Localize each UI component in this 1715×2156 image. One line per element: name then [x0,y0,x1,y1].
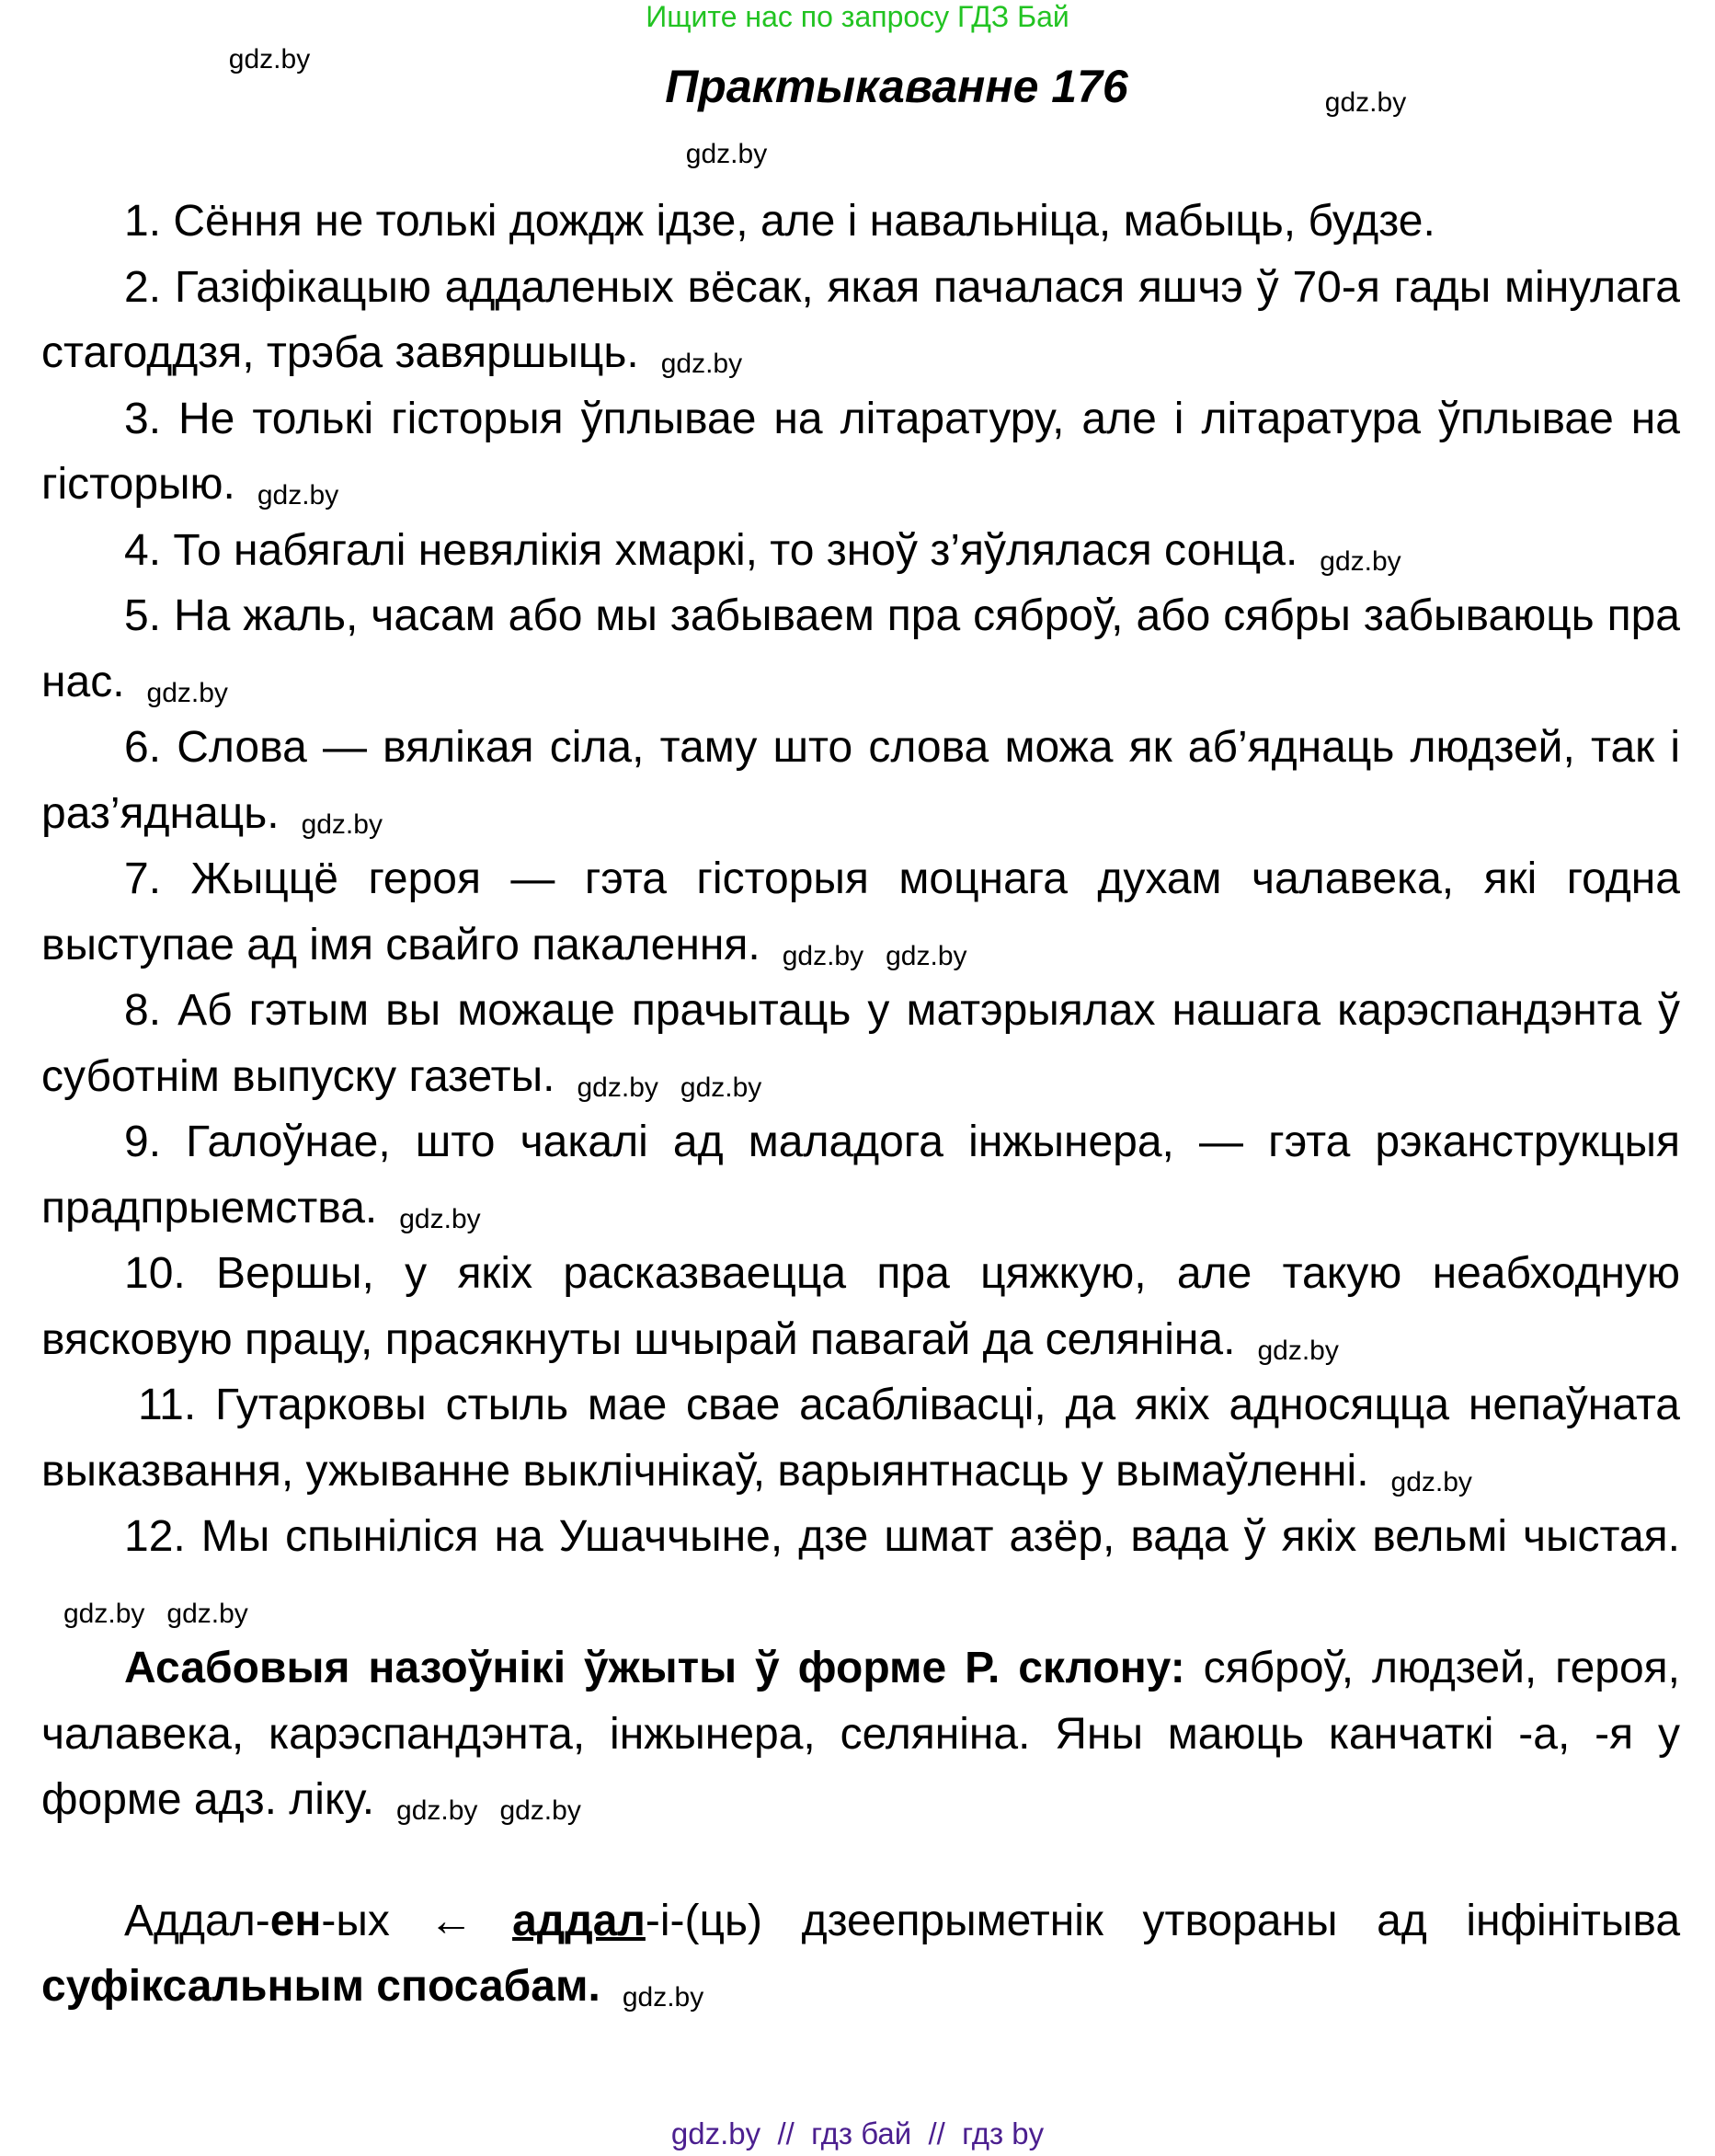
watermark: gdz.by [257,480,339,510]
watermark: gdz.by [499,1795,581,1826]
sentence [41,1372,1680,1504]
watermark: gdz.by [228,44,311,75]
watermark: gdz.by [63,1598,145,1629]
watermark: gdz.by [782,940,864,971]
exercise-content [41,189,1680,2020]
watermark: gdz.by [622,1982,704,2013]
sentence-text: 1. Сёння не толькі дождж ідзе, але і навальніца, мабыць, будзе. [124,197,1435,246]
watermark: gdz.by [399,1203,481,1234]
watermark: gdz.by [1324,87,1407,118]
root-word: аддал [512,1896,646,1945]
watermark: gdz.by [396,1795,478,1826]
sentence-text: 12. Мы спыніліся на Ушаччыне, дзе шмат азёр, вада ў якіх вельмі чыстая. [124,1512,1680,1561]
watermark: gdz.by [886,940,967,971]
sentence-text: 4. То набягалі невялікія хмаркі, то зноў з’яўлялася сонца. [124,525,1298,575]
summary-text: сяброў, людзей, героя, чалавека, карэспандэнта, інжынера, селяніна. Яны маюць канчаткі -а, -я у форме адз. ліку. [41,1644,1680,1824]
sentence [41,978,1680,1109]
suffix: ен [269,1896,322,1945]
watermark: gdz.by [1390,1466,1472,1497]
sentence [41,255,1680,386]
page-title: Практыкаванне 176 [665,61,1128,112]
sentence [41,1504,1680,1635]
summary-heading: Асабовыя назоўнікі ўжыты ў форме Р. склону: [124,1644,1185,1692]
watermark: gdz.by [685,139,768,169]
sentence-text: 11. Гутарковы стыль мае свае асаблівасці, да якіх адносяцца непаўната выказвання, ужыванне выклічнікаў, варыянтнасць у вымаўленні. [41,1381,1680,1496]
formation-method: суфіксальным спосабам. [41,1962,600,2011]
sentence-text: 3. Не толькі гісторыя ўплывае на літаратуру, але і літаратура ўплывае на гісторыю. [41,394,1680,509]
watermark: gdz.by [146,677,228,708]
sentence [41,1241,1680,1372]
sentence [41,583,1680,715]
sentence [41,715,1680,846]
search-banner: Ищите нас по запросу ГДЗ Бай [646,0,1069,33]
sentence-text: 2. Газіфікацыю аддаленых вёсак, якая пачалася яшчэ ў 70-я гады мінулага стагоддзя, трэба завяршыць. [41,262,1680,377]
watermark: gdz.by [166,1598,248,1629]
sentence-text: 6. Слова — вялікая сіла, таму што слова можа як аб’яднаць людзей, так і раз’яднаць. [41,723,1680,838]
analysis-text: -ых ← [321,1896,513,1945]
sentence [41,386,1680,518]
sentence [41,518,1680,584]
watermark: gdz.by [1257,1335,1339,1366]
word-analysis [41,1888,1680,2020]
watermark: gdz.by [680,1072,762,1103]
sentence [41,189,1680,255]
sentence-text: 9. Галоўнае, што чакалі ад маладога інжынера, — гэта рэканструкцыя прадпрыемства. [41,1118,1680,1233]
sentence-text: 10. Вершы, у якіх расказваецца пра цяжкую, але такую неабходную вясковую працу, прасякнуты шчырай павагай да селяніна. [41,1249,1680,1364]
sentence [41,846,1680,978]
sentence-text: 7. Жыццё героя — гэта гісторыя моцнага духам чалавека, які годна выступае ад імя свайго пакалення. [41,854,1680,969]
watermark: gdz.by [1320,545,1401,577]
summary-paragraph [41,1635,1680,1833]
footer-links[interactable]: gdz.by // гдз бай // гдз by [670,2116,1045,2150]
analysis-text: -і-(ць) дзеепрыметнік утвораны ад інфінітыва [645,1896,1681,1945]
watermark: gdz.by [301,808,383,840]
watermark: gdz.by [660,349,743,379]
watermark: gdz.by [577,1072,658,1103]
sentence [41,1109,1680,1241]
sentence-text: 8. Аб гэтым вы можаце прачытаць у матэрыялах нашага карэспандэнта ў суботнім выпуску газеты. [41,986,1680,1101]
sentence-text: 5. На жаль, часам або мы забываем пра сяброў, або сябры забываюць пра нас. [41,591,1680,706]
analysis-text: Аддал- [124,1896,270,1945]
